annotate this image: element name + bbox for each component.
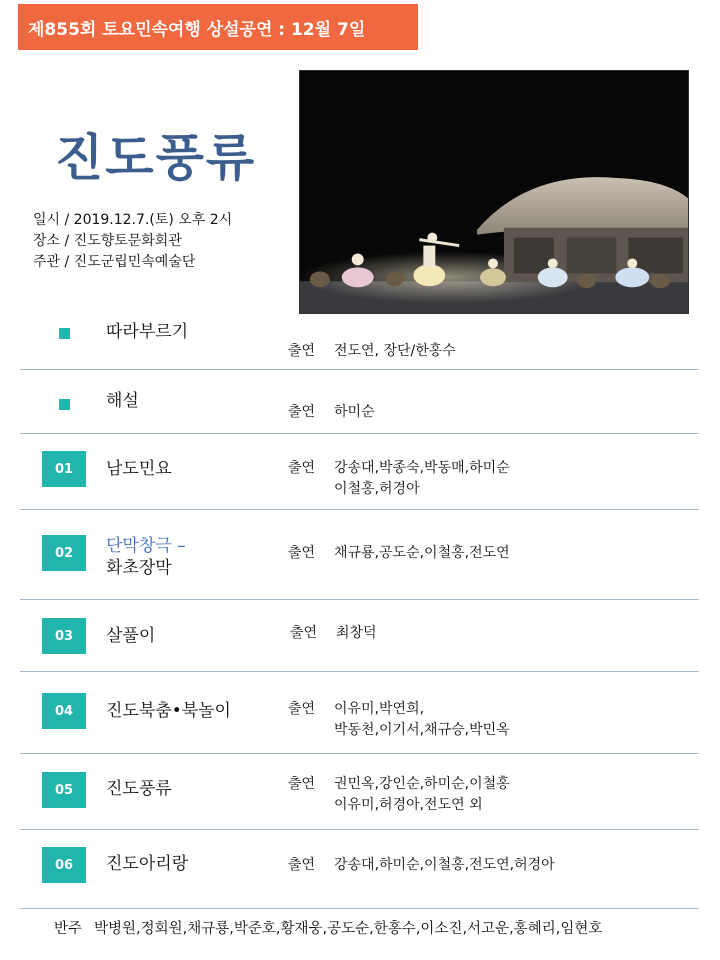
- program-name-line1: 단막창극 –: [106, 536, 186, 556]
- program-number-badge: 03: [42, 618, 86, 654]
- program-performers: [288, 402, 375, 423]
- performer-label: 출연: [288, 701, 316, 717]
- accompaniment-label: 반주: [54, 921, 83, 937]
- performer-label: 출연: [288, 776, 316, 792]
- event-banner: 제855회 토요민속여행 상설공연 : 12월 7일: [18, 4, 418, 50]
- program-performers: [288, 341, 456, 362]
- program-row: [20, 370, 699, 434]
- program-row: [20, 672, 699, 754]
- performer-label: 출연: [290, 625, 318, 641]
- performer-names: 강송대,하미순,이철홍,전도연,허경아: [334, 857, 555, 873]
- performer-names: 이유미,박연희,: [334, 701, 425, 717]
- event-place: 장소 / 진도향토문화회관: [33, 233, 182, 249]
- program-row: [20, 318, 699, 370]
- performer-names: 전도연, 장단/한홍수: [334, 343, 456, 359]
- accompaniment-band: [20, 908, 699, 946]
- program-performers: [288, 699, 510, 741]
- program-number-badge: 01: [42, 451, 86, 487]
- event-info: [33, 210, 232, 273]
- program-name: 살풀이: [106, 626, 156, 646]
- program-name: 진도아리랑: [106, 854, 189, 874]
- stage-photo-illustration: [300, 71, 688, 313]
- program-number-badge: 06: [42, 847, 86, 883]
- program-number-badge: 02: [42, 535, 86, 571]
- accompaniment-names: 박병원,정회원,채규룡,박준호,황재웅,공도순,한홍수,이소진,서고운,홍혜리,임현호: [94, 921, 603, 937]
- bullet-marker: [59, 328, 70, 339]
- program-name: 진도북춤•북놀이: [106, 701, 231, 721]
- program-name: 해설: [106, 391, 139, 411]
- program-name: 남도민요: [106, 459, 172, 479]
- stage-photo: [299, 70, 689, 314]
- program-performers: [290, 623, 377, 644]
- bullet-marker: [59, 399, 70, 410]
- program-row: [20, 830, 699, 908]
- program-name: 따라부르기: [106, 322, 189, 342]
- event-date: 일시 / 2019.12.7.(토) 오후 2시: [33, 212, 233, 228]
- performer-label: 출연: [288, 460, 316, 476]
- performer-names: 박동천,이기서,채규승,박민옥: [334, 722, 510, 738]
- performer-names: 강송대,박종숙,박동매,하미순: [334, 460, 510, 476]
- program-number-badge: 05: [42, 772, 86, 808]
- performer-names: 이유미,허경아,전도연 외: [334, 797, 483, 813]
- performer-names: 하미순: [334, 404, 375, 420]
- performer-label: 출연: [288, 545, 316, 561]
- program-name: 진도풍류: [106, 779, 172, 799]
- performer-names: 권민옥,강인순,하미순,이철홍: [334, 776, 510, 792]
- performer-names: 최창덕: [336, 625, 377, 641]
- performer-label: 출연: [288, 343, 316, 359]
- program-row: [20, 510, 699, 600]
- performer-label: 출연: [288, 404, 316, 420]
- page-title: 진도풍류: [55, 129, 257, 187]
- program-performers: [288, 855, 555, 876]
- program-performers: [288, 774, 510, 816]
- program-performers: [288, 458, 510, 500]
- event-host: 주관 / 진도군립민속예술단: [33, 254, 196, 270]
- program-name-line2: 화초장막: [106, 558, 172, 578]
- program-number-badge: 04: [42, 693, 86, 729]
- program-row: [20, 754, 699, 830]
- program-performers: [288, 543, 510, 564]
- program-name: [106, 535, 186, 579]
- performer-names: 이철홍,허경아: [334, 481, 420, 497]
- program-row: [20, 434, 699, 510]
- performer-label: 출연: [288, 857, 316, 873]
- performer-names: 채규룡,공도순,이철홍,전도연: [334, 545, 510, 561]
- program-row: [20, 600, 699, 672]
